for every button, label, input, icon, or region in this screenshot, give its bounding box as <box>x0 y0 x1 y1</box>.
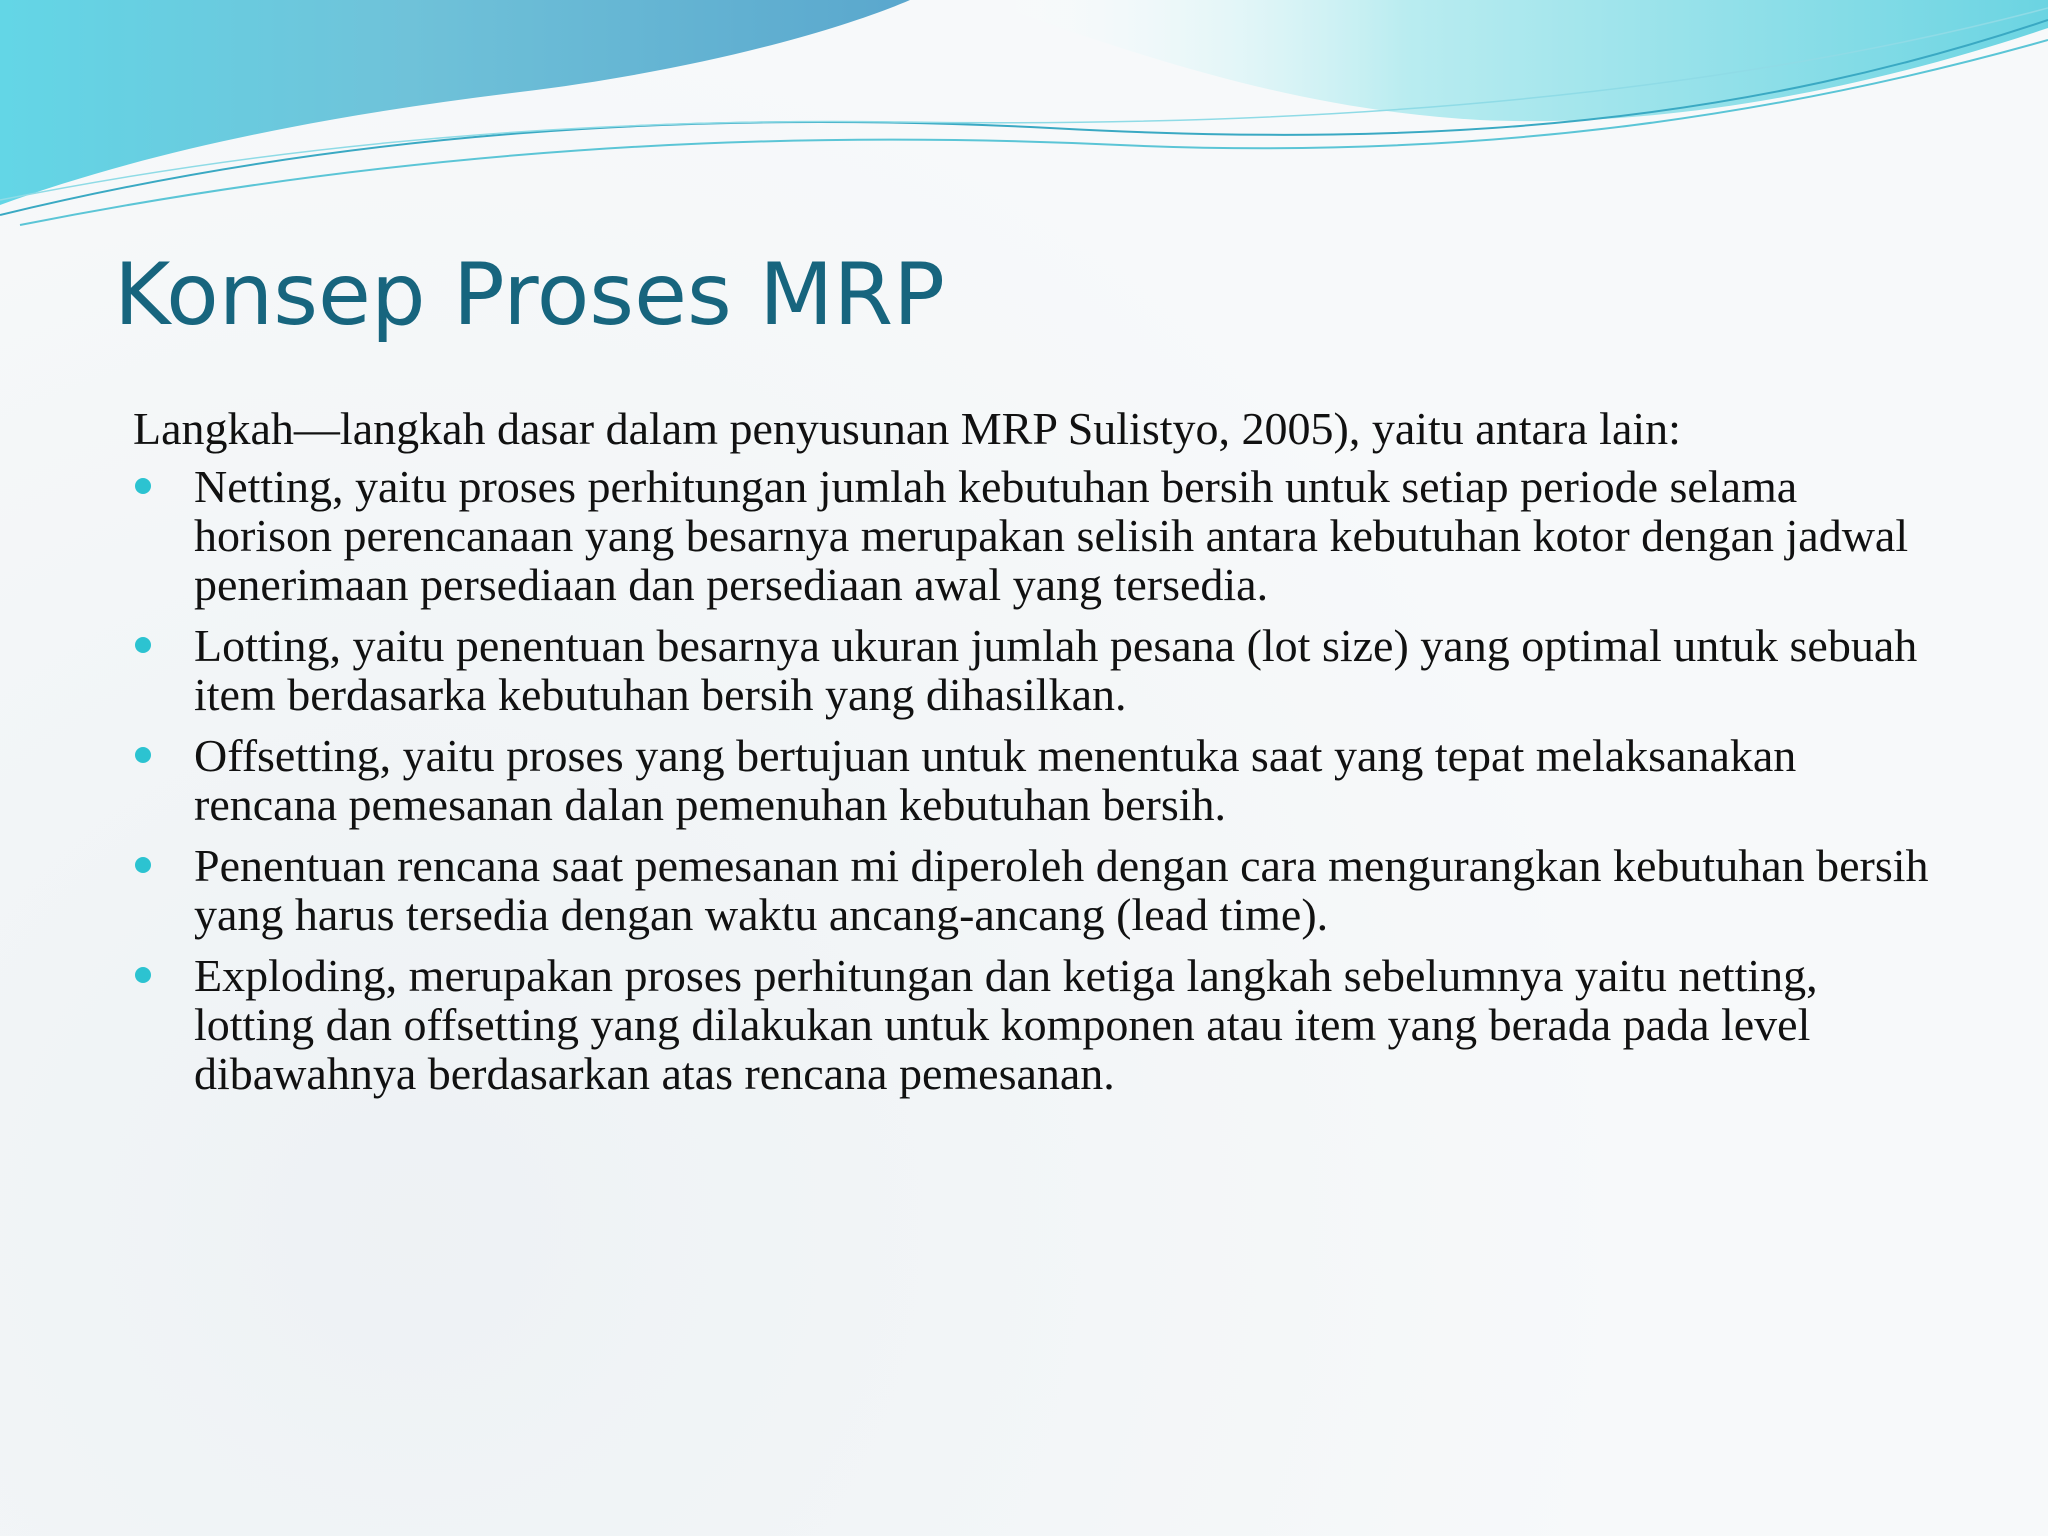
wave-decoration <box>0 0 2048 240</box>
bullet-text: Netting, yaitu proses perhitungan jumlah kebutuhan bersih untuk setiap periode selama horison perencanaan yang besarnya merupakan selisih antara kebutuhan kotor dengan jadwal penerimaan persediaan dan persediaan awal yang tersedia. <box>194 461 1909 610</box>
bullet-text: Penentuan rencana saat pemesanan mi diperoleh dengan cara mengurangkan kebutuhan bersih yang harus tersedia dengan waktu ancang-ancang (lead time). <box>194 840 1929 940</box>
bullet-dot-icon <box>135 967 151 983</box>
bullet-dot-icon <box>135 857 151 873</box>
slide-content <box>133 404 1933 1110</box>
bullet-dot-icon <box>135 637 151 653</box>
slide-title: Konsep Proses MRP <box>114 245 945 345</box>
list-item-lotting <box>133 621 1933 719</box>
bullet-text: Lotting, yaitu penentuan besarnya ukuran jumlah pesana (lot size) yang optimal untuk sebuah item berdasarka kebutuhan bersih yang dihasilkan. <box>194 620 1918 720</box>
list-item-exploding <box>133 951 1933 1098</box>
wave-shape-right <box>980 0 2048 121</box>
bullet-text: Offsetting, yaitu proses yang bertujuan untuk menentuka saat yang tepat melaksanakan rencana pemesanan dalan pemenuhan kebutuhan bersih. <box>194 730 1797 830</box>
wave-shape-main <box>0 0 910 205</box>
list-item-offsetting <box>133 731 1933 829</box>
bullet-dot-icon <box>135 478 151 494</box>
list-item-netting <box>133 462 1933 609</box>
bullet-text: Exploding, merupakan proses perhitungan dan ketiga langkah sebelumnya yaitu netting, lotting dan offsetting yang dilakukan untuk komponen atau item yang berada pada level dibawahnya berdasarkan atas rencana pemesanan. <box>194 950 1818 1099</box>
bullet-list <box>133 462 1933 1098</box>
intro-paragraph: Langkah—langkah dasar dalam penyusunan MRP Sulistyo, 2005), yaitu antara lain: <box>133 403 1681 454</box>
bullet-dot-icon <box>135 747 151 763</box>
list-item-penentuan <box>133 841 1933 939</box>
